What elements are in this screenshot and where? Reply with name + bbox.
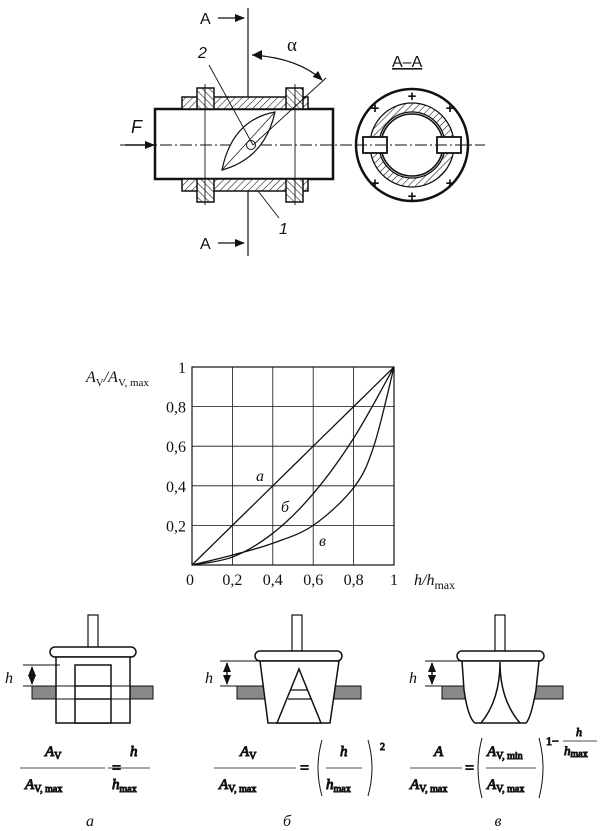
part-2-label: 2	[198, 45, 207, 62]
section-marker-top: A	[200, 11, 211, 28]
letter-v: в	[494, 813, 502, 830]
svg-text:hmax: hmax	[564, 743, 588, 760]
valve-sketch-a	[23, 615, 153, 723]
h-label-c: h	[409, 670, 417, 687]
h-label-b: h	[205, 670, 213, 687]
flow-area-chart	[85, 360, 455, 592]
angle-arc	[252, 55, 322, 80]
y-tick-labels	[166, 360, 186, 535]
svg-text:AV, max: $A_{V, max}$	[487, 777, 525, 795]
svg-text:AV, max: $A_{V, max}$	[410, 777, 448, 795]
section-marker-bottom: A	[200, 236, 211, 253]
bolt-plus: +	[370, 175, 380, 192]
force-label: F	[131, 117, 142, 137]
svg-text:=: =	[300, 760, 310, 777]
svg-text:=: =	[465, 760, 475, 777]
curve-label-v: в	[319, 533, 326, 550]
y-axis-label: $A_V/A_{V, max}$	[86, 369, 149, 389]
svg-text:AV, max: $A_{V, max}$	[25, 777, 63, 795]
x-tick-label: 1	[390, 572, 398, 589]
y-tick-label: 0,8	[166, 399, 186, 417]
svg-text:2: 2	[380, 742, 385, 753]
curve-label-b: б	[281, 499, 290, 516]
bolt-plus: +	[445, 175, 455, 192]
y-tick-label: 1	[178, 360, 186, 377]
x-tick-label: 0,2	[222, 572, 243, 589]
letter-b: б	[282, 813, 292, 830]
svg-text:h: h	[576, 725, 582, 739]
part-1-label: 1	[279, 221, 288, 238]
svg-text:AV, min: $A_{V, min}$	[487, 744, 523, 762]
x-tick-label: 0,8	[343, 572, 364, 589]
x-tick-label: 0,6	[303, 572, 324, 589]
svg-text:AV: $A_V$	[45, 744, 62, 762]
x-tick-labels	[222, 572, 398, 589]
sketch-letters	[86, 813, 502, 830]
formulas	[20, 725, 597, 798]
x-origin-label: 0	[186, 572, 194, 589]
svg-text:AV: $A_V$	[240, 744, 257, 762]
letter-a: а	[86, 813, 94, 830]
y-tick-label: 0,6	[166, 439, 186, 457]
valve-sketch-b	[220, 615, 361, 723]
y-tick-label: 0,2	[166, 518, 186, 536]
bolt-plus: +	[407, 88, 417, 105]
bolt-plus: +	[445, 100, 455, 117]
valve-sketches	[23, 615, 563, 723]
x-axis-label: $h/h_{max}$	[414, 572, 456, 592]
curve-label-a: a	[256, 468, 264, 485]
svg-text:h: h	[340, 744, 348, 760]
svg-text:hmax: $h_{max}$	[326, 777, 351, 795]
h-label-a: h	[5, 670, 13, 687]
formula-a	[20, 744, 150, 795]
bolt-plus: +	[370, 100, 380, 117]
section-title: A–A	[392, 54, 423, 71]
svg-text:h: h	[130, 744, 138, 760]
x-tick-label: 0,4	[262, 572, 283, 589]
formula-b	[214, 740, 385, 796]
svg-text:1−: 1−	[546, 734, 559, 748]
svg-text:A: A	[434, 744, 444, 760]
valve-sketch-c	[425, 615, 563, 723]
y-tick-label: 0,4	[166, 478, 186, 496]
formula-c	[409, 725, 597, 798]
svg-text:AV, max: $A_{V, max}$	[219, 777, 257, 795]
svg-text:=: =	[112, 760, 122, 777]
bolt-plus: +	[407, 188, 417, 205]
svg-text:hmax: $h_{max}$	[112, 777, 137, 795]
chart-series	[192, 367, 394, 565]
angle-label: α	[287, 35, 297, 56]
